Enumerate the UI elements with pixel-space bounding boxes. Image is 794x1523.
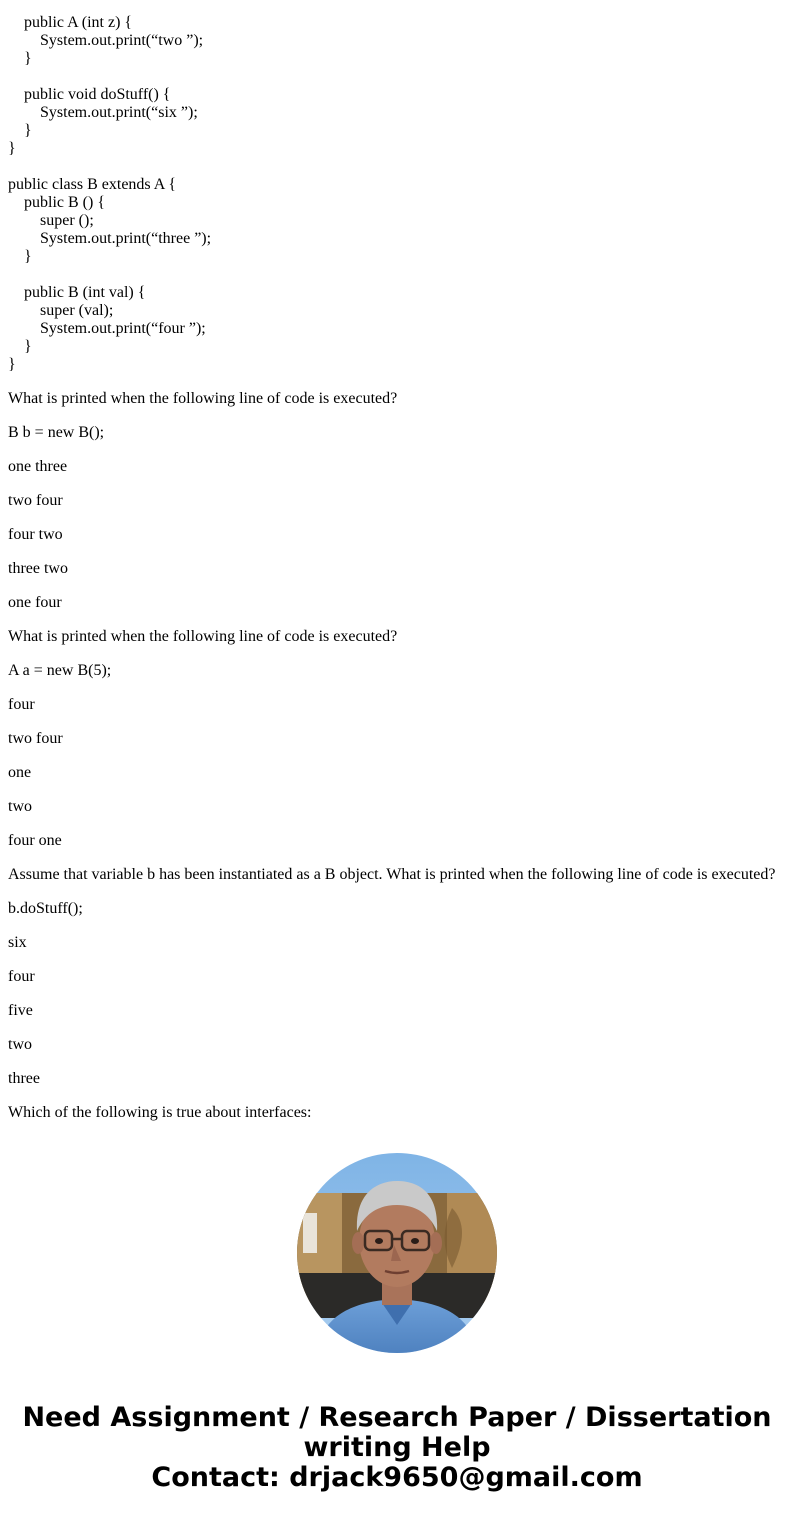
code-snippet: [8, 14, 211, 374]
answer-option: two: [8, 798, 32, 815]
code-line: public void doStuff() {: [8, 86, 171, 103]
code-line: public B (int val) {: [8, 284, 146, 301]
promo-line: writing Help: [303, 1432, 491, 1463]
author-avatar: [297, 1153, 497, 1353]
code-line: System.out.print(“three ”);: [8, 230, 212, 247]
question-code: B b = new B();: [8, 424, 105, 441]
answer-option: three two: [8, 560, 68, 577]
code-line: }: [8, 140, 16, 157]
answer-option: four: [8, 968, 35, 985]
question-prompt: What is printed when the following line of code is executed?: [8, 390, 398, 407]
question-prompt: What is printed when the following line of code is executed?: [8, 628, 398, 645]
code-line: [8, 266, 211, 284]
question-code: b.doStuff();: [8, 900, 83, 917]
code-line: }: [8, 338, 32, 355]
promo-banner: [0, 1403, 794, 1493]
code-line: super (val);: [8, 302, 114, 319]
answer-option: one four: [8, 594, 62, 611]
answer-option: four one: [8, 832, 62, 849]
question-prompt: Assume that variable b has been instantiated as a B object. What is printed when the following line of code is executed?: [8, 866, 776, 883]
code-line: System.out.print(“four ”);: [8, 320, 206, 337]
code-line: public B () {: [8, 194, 105, 211]
code-line: public class B extends A {: [8, 176, 177, 193]
code-line: [8, 68, 211, 86]
question-code: A a = new B(5);: [8, 662, 112, 679]
code-line: super ();: [8, 212, 94, 229]
question-prompt: Which of the following is true about interfaces:: [8, 1104, 312, 1121]
answer-option: five: [8, 1002, 33, 1019]
answer-option: four two: [8, 526, 63, 543]
avatar-portrait: [297, 1153, 497, 1353]
code-line: System.out.print(“six ”);: [8, 104, 198, 121]
code-line: }: [8, 122, 32, 139]
code-line: public A (int z) {: [8, 14, 133, 31]
code-line: }: [8, 248, 32, 265]
answer-option: four: [8, 696, 35, 713]
code-line: }: [8, 50, 32, 67]
code-line: [8, 158, 211, 176]
answer-option: one three: [8, 458, 68, 475]
code-line: }: [8, 356, 16, 373]
answer-option: one: [8, 764, 32, 781]
answer-option: three: [8, 1070, 40, 1087]
promo-contact: Contact: drjack9650@gmail.com: [151, 1462, 643, 1493]
answer-option: two four: [8, 492, 63, 509]
code-line: System.out.print(“two ”);: [8, 32, 204, 49]
answer-option: two four: [8, 730, 63, 747]
promo-line: Need Assignment / Research Paper / Dissertation: [22, 1402, 772, 1433]
question-list: [8, 390, 788, 1138]
answer-option: two: [8, 1036, 32, 1053]
answer-option: six: [8, 934, 27, 951]
